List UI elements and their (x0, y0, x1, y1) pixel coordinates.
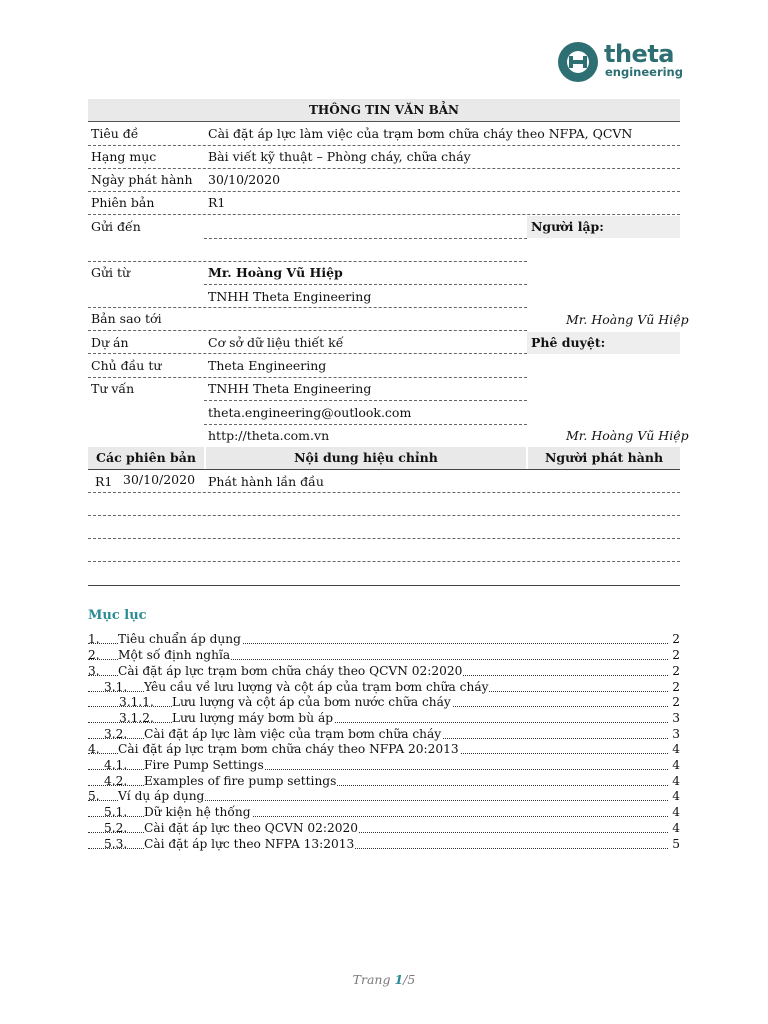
toc-page: 4 (672, 821, 680, 835)
toc-entry[interactable] (88, 711, 680, 726)
value-category: Bài viết kỹ thuật – Phòng cháy, chữa cháy (208, 149, 471, 164)
logo-subtitle: engineering (605, 65, 683, 79)
table-bottom-border (88, 585, 680, 586)
approved-by-name: Mr. Hoàng Vũ Hiệp (566, 428, 689, 443)
footer-separator: / (403, 972, 408, 987)
row-divider (88, 261, 527, 262)
label-version: Phiên bản (91, 195, 155, 210)
toc-page: 2 (672, 632, 680, 646)
toc-page: 5 (672, 837, 680, 851)
toc-page: 3 (672, 711, 680, 725)
toc-text: Lưu lượng máy bơm bù áp (172, 711, 334, 725)
row-divider (88, 145, 680, 146)
row-divider (88, 214, 680, 215)
toc-number: 3. (88, 664, 100, 678)
header-divider (88, 469, 680, 470)
toc-number: 4.1. (104, 758, 128, 772)
value-sent-from-company: TNHH Theta Engineering (208, 289, 372, 304)
toc-entry[interactable] (88, 632, 680, 647)
row-divider (88, 191, 680, 192)
toc-text: Ví dụ áp dụng (118, 789, 205, 803)
toc-page: 3 (672, 727, 680, 741)
footer-total-pages: 5 (407, 972, 416, 987)
row-divider (88, 561, 680, 562)
toc-number: 5.3. (104, 837, 128, 851)
footer-current-page: 1 (394, 972, 404, 987)
toc-text: Dữ kiện hệ thống (144, 805, 251, 819)
label-category: Hạng mục (91, 149, 157, 164)
toc-text: Cài đặt áp lực theo QCVN 02:2020 (144, 821, 359, 835)
label-send-to: Gửi đến (91, 219, 141, 234)
value-title: Cài đặt áp lực làm việc của trạm bơm chữa cháy theo NFPA, QCVN (208, 126, 633, 141)
value-investor: Theta Engineering (208, 358, 327, 373)
toc-number: 3.1.1. (119, 695, 154, 709)
toc-entry[interactable] (88, 774, 680, 789)
toc-number: 1. (88, 632, 100, 646)
toc-number: 4.2. (104, 774, 128, 788)
toc-entry[interactable] (88, 821, 680, 836)
toc-text: Cài đặt áp lực trạm bơm chữa cháy theo QCVN 02:2020 (118, 664, 463, 678)
value-sent-from-name: Mr. Hoàng Vũ Hiệp (208, 265, 343, 280)
toc-text: Examples of fire pump settings (144, 774, 337, 788)
toc-page: 4 (672, 789, 680, 803)
toc-number: 3.1.2. (119, 711, 154, 725)
toc-page: 2 (672, 680, 680, 694)
row-divider (88, 168, 680, 169)
toc-entry[interactable] (88, 758, 680, 773)
footer-prefix: Trang (352, 972, 395, 987)
info-table-header: THÔNG TIN VĂN BẢN (88, 99, 680, 122)
label-issue-date: Ngày phát hành (91, 172, 193, 187)
toc-number: 5.2. (104, 821, 128, 835)
revision-header-issuer: Người phát hành (544, 450, 664, 465)
label-copy-to: Bản sao tới (91, 311, 162, 326)
label-approved-by: Phê duyệt: (531, 335, 606, 350)
page-footer (0, 972, 768, 987)
logo-word: theta (604, 40, 675, 68)
toc-page: 4 (672, 758, 680, 772)
toc-entry[interactable] (88, 648, 680, 663)
toc-text: Fire Pump Settings (144, 758, 264, 772)
row-divider (204, 238, 527, 239)
revision-content: Phát hành lần đầu (208, 474, 324, 489)
revision-date: 30/10/2020 (123, 472, 196, 487)
label-investor: Chủ đầu tư (91, 358, 162, 373)
toc-text: Cài đặt áp lực theo NFPA 13:2013 (144, 837, 355, 851)
value-version: R1 (208, 195, 226, 210)
prepared-by-name: Mr. Hoàng Vũ Hiệp (566, 312, 689, 327)
toc-number: 2. (88, 648, 100, 662)
toc-entry[interactable] (88, 789, 680, 804)
toc-number: 5. (88, 789, 100, 803)
toc-text: Tiêu chuẩn áp dụng (118, 632, 241, 646)
toc-page: 2 (672, 648, 680, 662)
label-consultant: Tư vấn (91, 381, 135, 396)
toc-number: 5.1. (104, 805, 128, 819)
toc-page: 2 (672, 695, 680, 709)
toc-number: 4. (88, 742, 100, 756)
value-project: Cơ sở dữ liệu thiết kế (208, 335, 344, 350)
label-title: Tiêu đề (91, 126, 139, 141)
revision-version: R1 (95, 474, 113, 489)
toc-text: Lưu lượng và cột áp của bơm nước chữa cháy (172, 695, 451, 709)
toc-text: Cài đặt áp lực trạm bơm chữa cháy theo NFPA 20:2013 (118, 742, 459, 756)
row-divider (88, 492, 680, 493)
label-prepared-by: Người lập: (531, 219, 604, 234)
toc-text: Yêu cầu về lưu lượng và cột áp của trạm bơm chữa cháy (144, 680, 489, 694)
toc-entry[interactable] (88, 727, 680, 742)
toc-page: 4 (672, 805, 680, 819)
toc-text: Cài đặt áp lực làm việc của trạm bơm chữa cháy (144, 727, 442, 741)
theta-logo-icon (556, 40, 600, 84)
row-divider (204, 400, 527, 401)
row-divider (204, 284, 527, 285)
row-divider (88, 307, 527, 308)
consultant-website-link[interactable]: http://theta.com.vn (208, 428, 330, 443)
revision-header-version: Các phiên bản (96, 450, 196, 465)
row-divider (88, 353, 527, 354)
toc-entry[interactable] (88, 742, 680, 757)
revision-header-content: Nội dung hiệu chỉnh (294, 450, 438, 465)
toc-number: 3.1. (104, 680, 128, 694)
consultant-email-link[interactable]: theta.engineering@outlook.com (208, 405, 412, 420)
toc-entry[interactable] (88, 837, 680, 852)
toc-number: 3.2. (104, 727, 128, 741)
toc-title: Mục lục (88, 608, 147, 623)
label-sent-from: Gửi từ (91, 265, 131, 280)
row-divider (204, 424, 527, 425)
row-divider (88, 330, 527, 331)
toc-entry[interactable] (88, 805, 680, 820)
row-divider (88, 515, 680, 516)
toc-page: 4 (672, 742, 680, 756)
row-divider (88, 538, 680, 539)
toc-entry[interactable] (88, 680, 680, 695)
value-issue-date: 30/10/2020 (208, 172, 281, 187)
row-divider (88, 377, 527, 378)
label-project: Dự án (91, 335, 129, 350)
company-logo (556, 40, 681, 84)
toc-page: 4 (672, 774, 680, 788)
toc-text: Một số định nghĩa (118, 648, 231, 662)
toc-entry[interactable] (88, 664, 680, 679)
value-consultant-company: TNHH Theta Engineering (208, 381, 372, 396)
toc-page: 2 (672, 664, 680, 678)
toc-entry[interactable] (88, 695, 680, 710)
